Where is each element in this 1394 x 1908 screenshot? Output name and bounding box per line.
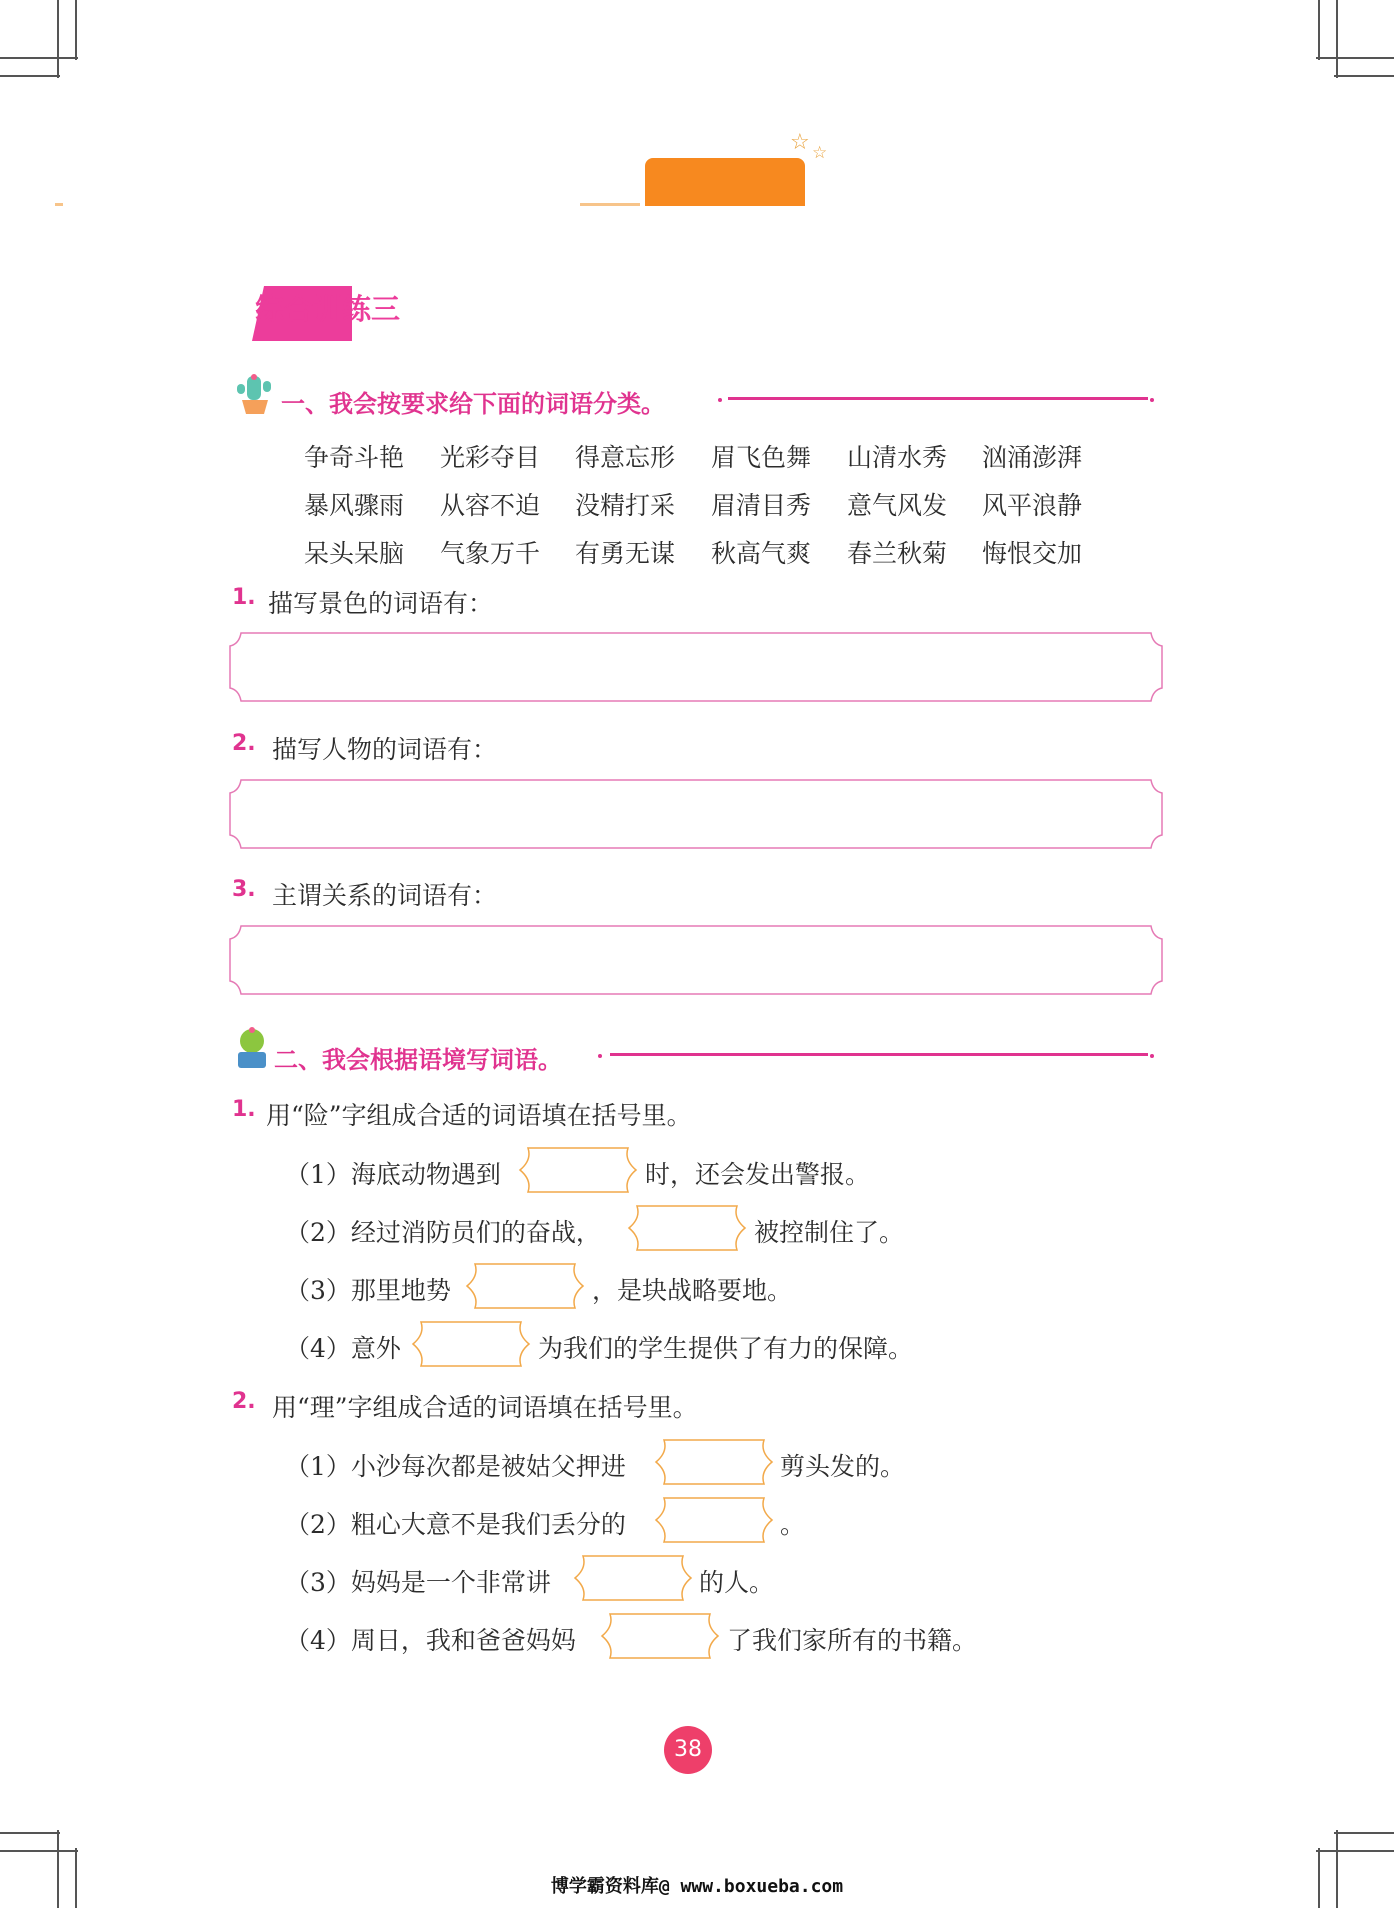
fill-item-label: （3）妈妈是一个非常讲 [285,1568,551,1597]
word: 眉清目秀 [711,491,812,520]
word: 暴风骤雨 [304,491,405,520]
crop-mark [57,0,59,78]
fill-item-after: 为我们的学生提供了有力的保障。 [538,1334,914,1363]
word: 眉飞色舞 [711,443,812,472]
word: 有勇无谋 [575,539,676,568]
answer-box[interactable] [229,632,1163,702]
section-heading: 二、我会根据语境写词语。 [274,1046,562,1074]
heading-dot [598,1054,602,1058]
star-icon: ☆ [812,143,828,163]
word: 秋高气爽 [711,539,812,568]
crop-mark [0,1850,78,1852]
fill-item-after: 。 [780,1510,806,1539]
question-text: 用“理”字组成合适的词语填在括号里。 [272,1393,698,1422]
word: 山清水秀 [847,443,948,472]
answer-box[interactable] [229,779,1163,849]
page-number: 38 [664,1726,712,1774]
word: 得意忘形 [575,443,676,472]
fill-blank[interactable] [465,1262,585,1310]
heading-dot [1150,398,1154,402]
word: 春兰秋菊 [847,539,948,568]
word: 光彩夺目 [440,443,541,472]
fill-item-label: （2）粗心大意不是我们丢分的 [285,1510,626,1539]
question-text: 用“险”字组成合适的词语填在括号里。 [266,1101,692,1130]
question-text: 描写人物的词语有： [272,735,498,764]
question-number: 1. [232,585,256,610]
fill-blank[interactable] [573,1554,693,1602]
fill-item-label: （2）经过消防员们的奋战， [285,1218,601,1247]
fill-item-label: （3）那里地势 [285,1276,451,1305]
fill-blank[interactable] [627,1204,747,1252]
crop-mark [1334,1832,1394,1834]
fill-blank[interactable] [518,1146,638,1194]
fill-item-label: （1）小沙每次都是被姑父押进 [285,1452,626,1481]
cactus-icon [232,1026,272,1070]
question-text: 主谓关系的词语有： [272,881,498,910]
crop-mark [1316,1850,1394,1852]
crop-mark [1334,75,1394,77]
fill-item-after: 被控制住了。 [754,1218,905,1247]
header-rule [580,203,640,206]
heading-dot [1150,1054,1154,1058]
crop-mark [0,1832,60,1834]
fill-item-after: 时，还会发出警报。 [645,1160,871,1189]
footer-watermark: 博学霸资料库@ www.boxueba.com [550,1876,844,1897]
question-number: 2. [232,731,256,756]
word: 争奇斗艳 [304,443,405,472]
fill-item-label: （4）意外 [285,1334,401,1363]
word: 气象万千 [440,539,541,568]
page-title: 综合训练三 [255,292,401,326]
fill-blank[interactable] [654,1496,774,1544]
question-text: 描写景色的词语有： [268,589,494,618]
word: 没精打采 [575,491,676,520]
fill-item-after: 了我们家所有的书籍。 [727,1626,978,1655]
answer-box[interactable] [229,925,1163,995]
section-rule [728,397,1148,400]
word: 意气风发 [847,491,948,520]
word: 从容不迫 [440,491,541,520]
word: 呆头呆脑 [304,539,405,568]
cactus-icon [233,372,277,416]
crop-mark [0,75,60,77]
fill-item-label: （4）周日，我和爸爸妈妈 [285,1626,576,1655]
fill-item-after: 剪头发的。 [780,1452,906,1481]
section-heading: 一、我会按要求给下面的词语分类。 [281,390,665,418]
fill-item-label: （1）海底动物遇到 [285,1160,501,1189]
word: 汹涌澎湃 [982,443,1083,472]
header-tab [645,158,805,206]
crop-mark [75,0,77,60]
fill-blank[interactable] [411,1320,531,1368]
section-rule [610,1053,1148,1056]
crop-mark [1336,0,1338,78]
fill-item-after: 的人。 [699,1568,775,1597]
fill-blank[interactable] [654,1438,774,1486]
word: 风平浪静 [982,491,1083,520]
crop-mark [1318,0,1320,60]
question-number: 1. [232,1097,256,1122]
fill-item-after: ，是块战略要地。 [592,1276,793,1305]
question-number: 2. [232,1389,256,1414]
header-rule [55,203,63,206]
fill-blank[interactable] [600,1612,720,1660]
crop-mark [1316,57,1394,59]
question-number: 3. [232,877,256,902]
star-icon: ☆ [790,130,810,155]
heading-dot [718,398,722,402]
crop-mark [0,57,78,59]
word: 悔恨交加 [982,539,1083,568]
